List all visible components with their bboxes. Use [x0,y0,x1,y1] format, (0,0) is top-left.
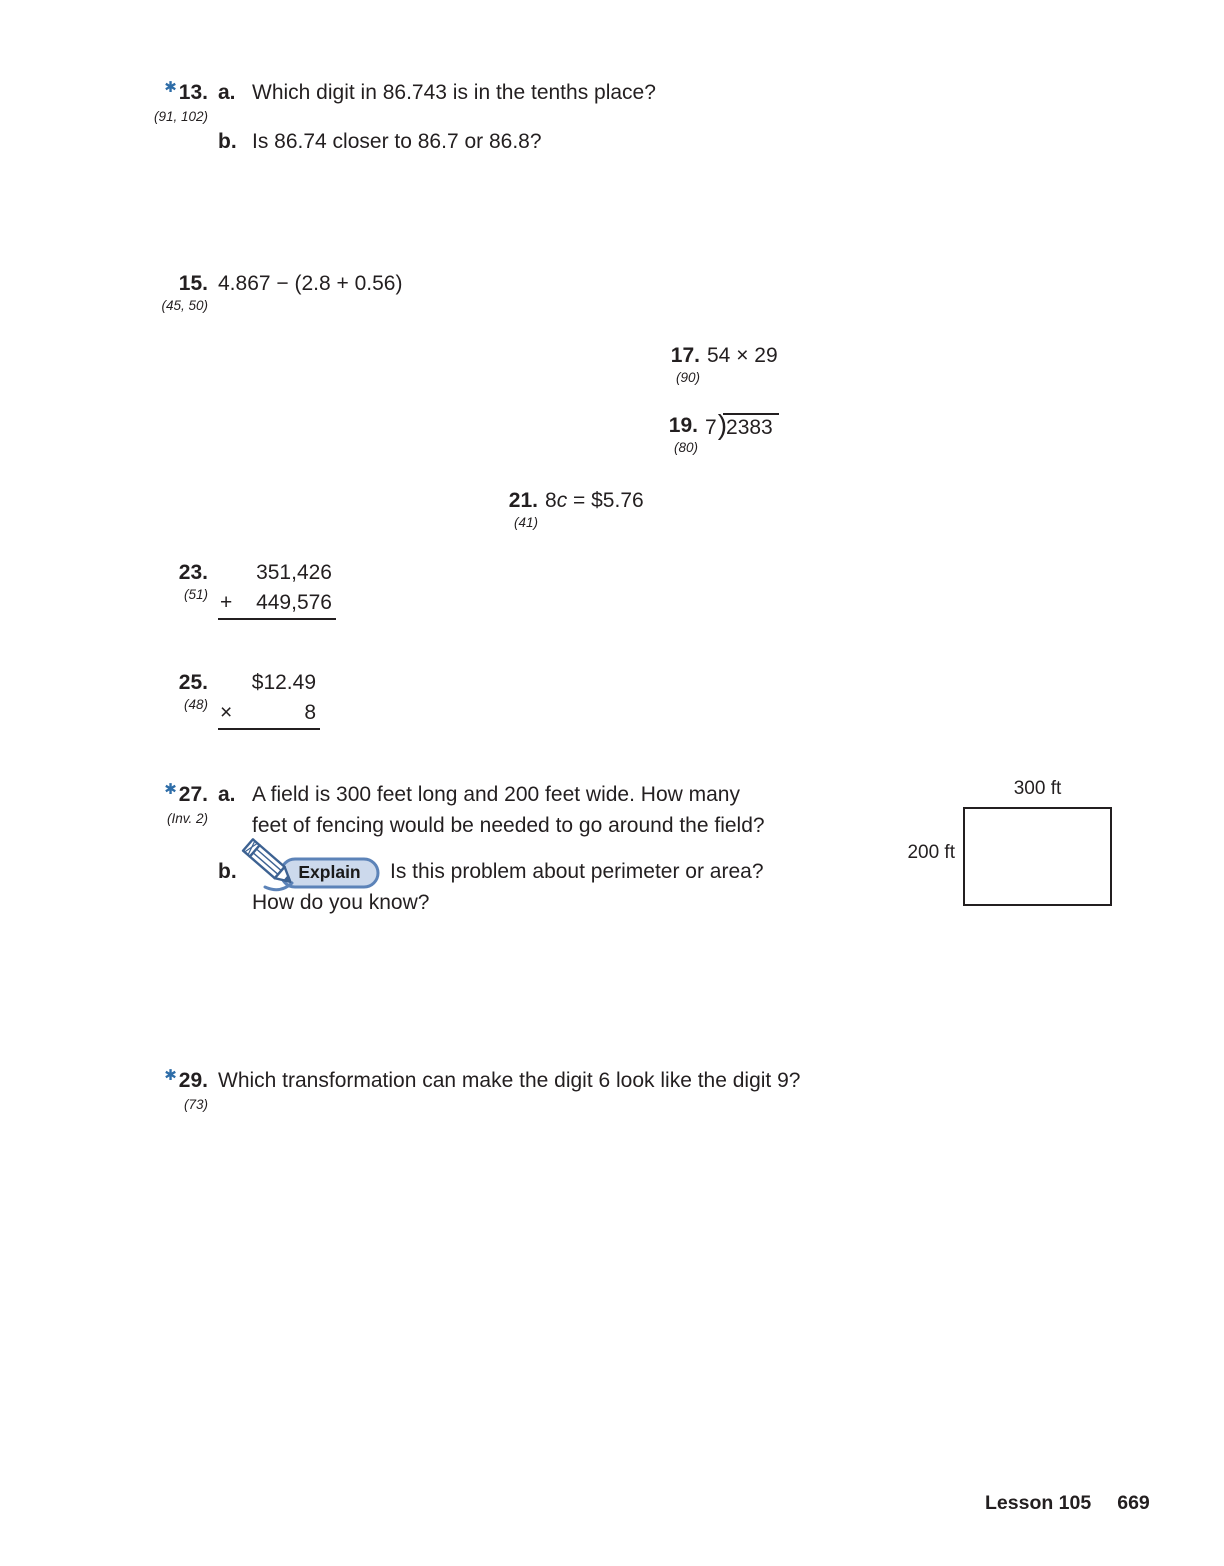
problem-21-reference: (41) [513,515,538,530]
problem-23-vertical-addition [220,562,332,620]
problem-27-part-b-text: Is this problem about perimeter or area? [390,860,764,883]
problem-number: 21. [508,489,538,512]
problem-15-number [120,273,208,312]
problem-21-equation [545,490,644,512]
multiplication-factor-1: $12.49 [251,671,316,694]
problem-25-vertical-multiplication [220,672,316,730]
problem-number: 29. [178,1069,208,1092]
problem-15-reference: (45, 50) [161,298,208,313]
problem-27-reference: (Inv. 2) [166,811,208,826]
equation-variable: c [556,489,568,512]
star-icon: ✱ [164,1067,177,1084]
field-width-label: 300 ft [1013,778,1062,799]
part-a-label: a. [218,81,236,104]
part-a-label: a. [218,783,236,806]
problem-17-reference: (90) [675,370,700,385]
problem-number: 13. [178,81,208,104]
equation-coefficient: 8 [545,489,557,512]
problem-17-expression: 54 × 29 [707,344,778,367]
problem-21-number [450,490,538,529]
field-rectangle [963,807,1112,906]
field-height-label: 200 ft [907,842,955,863]
division-bracket-icon: ) [717,409,728,440]
problem-13-part-a-text: Which digit in 86.743 is in the tenths place? [252,81,656,104]
problem-19-number [610,415,698,454]
problem-25-number [120,672,208,711]
problem-13-part-b-text: Is 86.74 closer to 86.7 or 86.8? [252,130,542,153]
multiplication-operator: × [220,701,233,724]
addition-addend-1: 351,426 [256,561,332,584]
part-b-label: b. [218,860,237,883]
explain-badge [238,836,388,894]
problem-27-number [120,781,208,826]
problem-29-text: Which transformation can make the digit 6 look like the digit 9? [218,1069,801,1092]
problem-number: 19. [668,414,698,437]
sum-rule [218,618,336,620]
explain-label: Explain [298,862,361,882]
problem-number: 17. [670,344,700,367]
problem-29-number [120,1067,208,1112]
problem-27-part-b-line-2: How do you know? [252,891,430,914]
division-dividend: 2383 [723,413,779,439]
product-rule [218,728,320,730]
addition-operator: + [220,591,233,614]
problem-number: 15. [178,272,208,295]
problem-13-number [120,79,208,124]
lesson-label: Lesson 105 [985,1492,1092,1514]
equation-rest: = $5.76 [567,489,644,512]
problem-number: 27. [178,783,208,806]
problem-13-part-a [218,82,656,104]
problem-number: 25. [178,671,208,694]
page-footer [985,1493,1150,1514]
problem-19-reference: (80) [673,440,698,455]
part-a-line-1: A field is 300 feet long and 200 feet wide. How many [252,783,740,806]
problem-15-expression: 4.867 − (2.8 + 0.56) [218,272,403,295]
problem-23-number [120,562,208,601]
problem-13-part-b [218,131,542,153]
page-number: 669 [1117,1492,1150,1514]
problem-13-reference: (91, 102) [153,109,208,124]
part-a-line-2: feet of fencing would be needed to go around the field? [252,814,765,837]
star-icon: ✱ [164,781,177,798]
problem-19-long-division [705,409,779,440]
problem-number: 23. [178,561,208,584]
problem-25-reference: (48) [183,697,208,712]
problem-29-reference: (73) [183,1097,208,1112]
problem-23-reference: (51) [183,587,208,602]
multiplication-factor-2: 8 [304,701,316,724]
division-divisor: 7 [705,416,717,439]
addition-addend-2: 449,576 [256,591,332,614]
part-b-label: b. [218,130,237,153]
problem-17-number [612,345,700,384]
star-icon: ✱ [164,79,177,96]
